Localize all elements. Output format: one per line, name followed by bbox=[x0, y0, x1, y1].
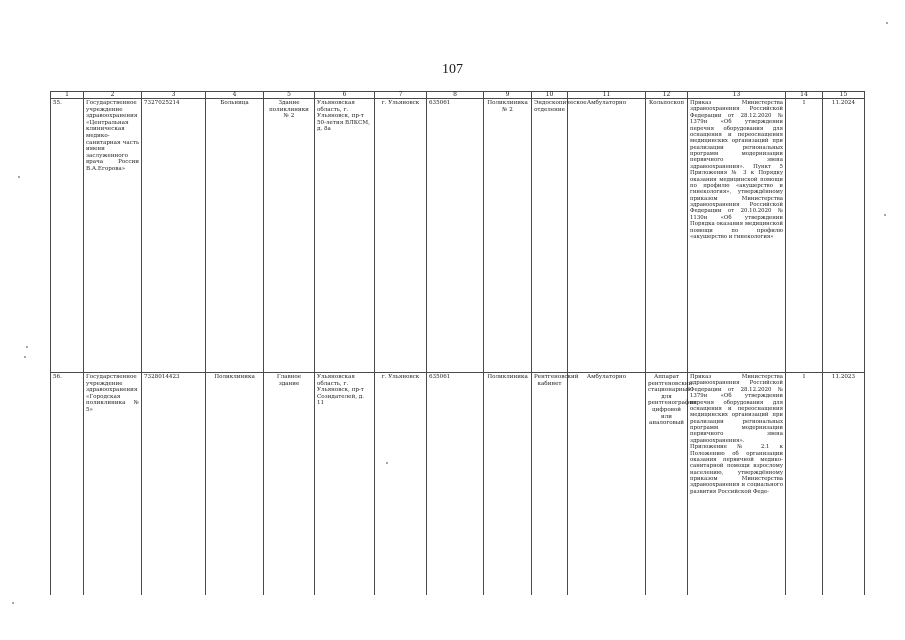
column-number: 10 bbox=[532, 92, 568, 99]
column-number: 4 bbox=[206, 92, 264, 99]
address: Ульяновская область, г. Ульяновск, пр-т 50-летия ВЛКСМ, д. 8а bbox=[315, 99, 375, 373]
scan-speck bbox=[12, 602, 14, 604]
delivery-date: 11.2023 bbox=[823, 373, 865, 595]
scan-speck bbox=[24, 356, 26, 358]
scan-speck bbox=[18, 176, 20, 178]
scan-speck bbox=[26, 346, 28, 348]
care-form: Амбулаторно bbox=[568, 99, 646, 373]
equipment-name: Аппарат рентгеновский стационарный для рентгенографии цифровой или аналоговый bbox=[646, 373, 688, 595]
department: Эндоскопическое отделение bbox=[532, 99, 568, 373]
building-name: Главное здание bbox=[264, 373, 315, 595]
building-name: Здание поликлиники № 2 bbox=[264, 99, 315, 373]
legal-basis: Приказ Министерства здравоохранения Российской Федерации от 28.12.2020 № 1379н «Об утверждении перечня оборудования для оснащения и переоснащения медицинских организаций при реализации региональных программ модернизации первичного звена здравоохранения». Приложение № 2.1 к Положению об организации оказания первичной медико-санитарной помощи взрослому населению, утверждённому приказом Министерства здравоохранения и социального развития Российской Феде- bbox=[688, 373, 786, 595]
column-number: 8 bbox=[427, 92, 484, 99]
column-number-row bbox=[51, 92, 865, 99]
column-number: 13 bbox=[688, 92, 786, 99]
quantity: 1 bbox=[786, 99, 823, 373]
facility-type: Поликлиника bbox=[206, 373, 264, 595]
scan-speck bbox=[884, 214, 886, 216]
column-number: 5 bbox=[264, 92, 315, 99]
column-number: 7 bbox=[375, 92, 427, 99]
equipment-table bbox=[50, 91, 865, 595]
location-code: 635061 bbox=[427, 99, 484, 373]
city: г. Ульяновск bbox=[375, 99, 427, 373]
row-number: 55. bbox=[51, 99, 84, 373]
table-row bbox=[51, 99, 865, 373]
column-number: 14 bbox=[786, 92, 823, 99]
inn-code: 7328014423 bbox=[142, 373, 206, 595]
column-number: 15 bbox=[823, 92, 865, 99]
scan-speck bbox=[886, 22, 888, 24]
column-number: 6 bbox=[315, 92, 375, 99]
inn-code: 7327025214 bbox=[142, 99, 206, 373]
column-number: 3 bbox=[142, 92, 206, 99]
department: Рентгеновский кабинет bbox=[532, 373, 568, 595]
table-row bbox=[51, 373, 865, 595]
quantity: 1 bbox=[786, 373, 823, 595]
column-number: 11 bbox=[568, 92, 646, 99]
subdivision: Поликлиника bbox=[484, 373, 532, 595]
legal-basis: Приказ Министерства здравоохранения Российской Федерации от 28.12.2020 № 1379н «Об утверждении перечня оборудования для оснащения и переоснащения медицинских организаций при реализации региональных программ модернизации первичного звена здравоохранения». Пункт 5 Приложения № 3 к Порядку оказания медицинской помощи по профилю «акушерство и гинекология», утверждённому приказом Министерства здравоохранения Российской Федерации от 20.10.2020 № 1130н «Об утверждении Порядка оказания медицинской помощи по профилю «акушерство и гинекология» bbox=[688, 99, 786, 373]
column-number: 9 bbox=[484, 92, 532, 99]
address: Ульяновская область, г. Ульяновск, пр-т Созидателей, д. 11 bbox=[315, 373, 375, 595]
scan-speck bbox=[386, 462, 388, 464]
row-number: 56. bbox=[51, 373, 84, 595]
organization-name: Государственное учреждение здравоохранения «Городская поликлиника № 5» bbox=[84, 373, 142, 595]
column-number: 1 bbox=[51, 92, 84, 99]
equipment-name: Кольпоскоп bbox=[646, 99, 688, 373]
subdivision: Поликлиника № 2 bbox=[484, 99, 532, 373]
organization-name: Государственное учреждение здравоохранения «Центральная клиническая медико-санитарная часть имени заслуженного врача России В.А.Егорова» bbox=[84, 99, 142, 373]
column-number: 12 bbox=[646, 92, 688, 99]
facility-type: Больница bbox=[206, 99, 264, 373]
page-number: 107 bbox=[442, 62, 463, 77]
care-form: Амбулаторно bbox=[568, 373, 646, 595]
column-number: 2 bbox=[84, 92, 142, 99]
city: г. Ульяновск bbox=[375, 373, 427, 595]
location-code: 635061 bbox=[427, 373, 484, 595]
delivery-date: 11.2024 bbox=[823, 99, 865, 373]
